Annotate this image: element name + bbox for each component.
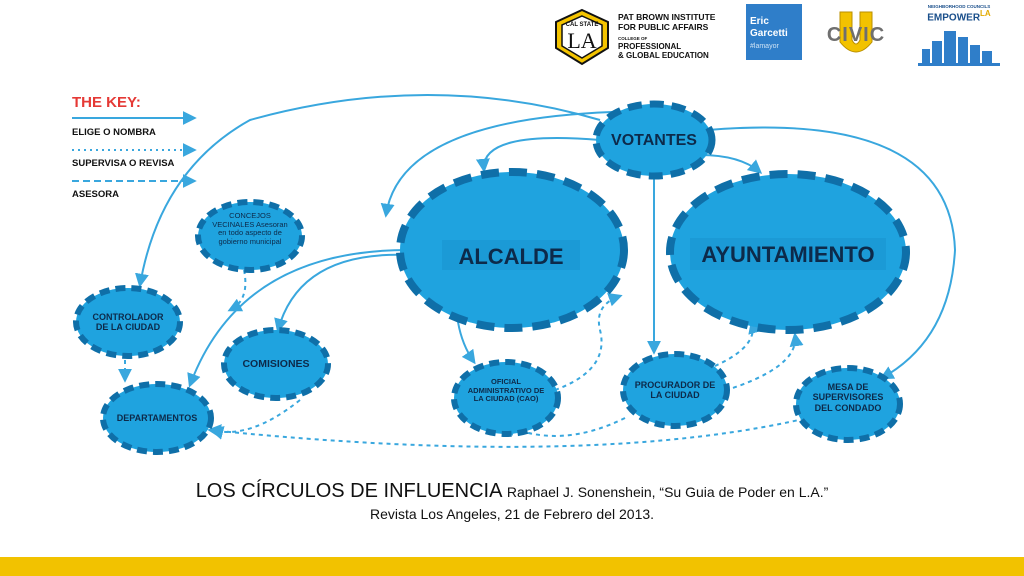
node-procurador-label: PROCURADOR DE LA CIUDAD <box>634 380 716 401</box>
college-small: COLLEGE OF <box>618 36 648 41</box>
arrow-alcalde-comisiones <box>278 255 410 330</box>
calstate-top-text: CAL STATE <box>565 22 599 28</box>
node-mesa-label: MESA DE SUPERVISORES DEL CONDADO <box>812 382 884 413</box>
empower-small: NEIGHBORHOOD COUNCILS <box>927 4 991 9</box>
caption-title: LOS CÍRCULOS DE INFLUENCIA <box>195 480 503 502</box>
key-label-supervisa: SUPERVISA O REVISA <box>72 158 175 169</box>
node-votantes-label: VOTANTES <box>611 132 697 149</box>
node-controlador-label: CONTROLADOR DE LA CIUDAD <box>92 312 164 333</box>
empower-main: EMPOWER <box>927 12 981 24</box>
college-line2: & GLOBAL EDUCATION <box>618 51 709 60</box>
garcetti-line1: Eric <box>750 16 769 27</box>
caption-line2: Revista Los Angeles, 21 de Febrero del 2013. <box>369 506 655 522</box>
node-oficial-label: OFICIAL ADMINISTRATIVO DE LA CIUDAD (CAO) <box>467 377 545 404</box>
node-concejos-label: CONCEJOS VECINALES Asesoran en todo aspecto de gobierno municipal <box>212 211 288 246</box>
bottom-accent-bar <box>0 557 1024 576</box>
garcetti-line3: #lamayor <box>750 43 779 50</box>
node-comisiones-label: COMISIONES <box>242 358 310 370</box>
arrow-votantes-ayuntamiento <box>700 155 760 172</box>
key-title: THE KEY: <box>72 94 141 111</box>
college-line1: PROFESSIONAL <box>618 42 682 51</box>
garcetti-line2: Garcetti <box>750 28 788 39</box>
caption-source: Raphael J. Sonenshein, “Su Guia de Poder en L.A.” <box>506 484 829 500</box>
caption-line1 <box>0 480 1024 503</box>
key-label-elige: ELIGE O NOMBRA <box>72 127 156 138</box>
arrow-comisiones-departamentos <box>212 400 300 432</box>
arrow-votantes-alcalde <box>484 138 600 170</box>
calstate-main-text: LA <box>567 28 597 53</box>
arrow-alcalde-oficial <box>458 322 474 362</box>
node-departamentos-label: DEPARTAMENTOS <box>116 413 198 423</box>
institute-line2: FOR PUBLIC AFFAIRS <box>618 22 709 32</box>
civic-text: CIVIC <box>826 24 886 46</box>
institute-line1: PAT BROWN INSTITUTE <box>618 12 716 22</box>
key-label-asesora: ASESORA <box>72 189 119 200</box>
node-ayuntamiento-label: AYUNTAMIENTO <box>701 242 875 267</box>
empower-suffix: LA <box>980 9 991 18</box>
node-alcalde-label: ALCALDE <box>458 244 564 269</box>
